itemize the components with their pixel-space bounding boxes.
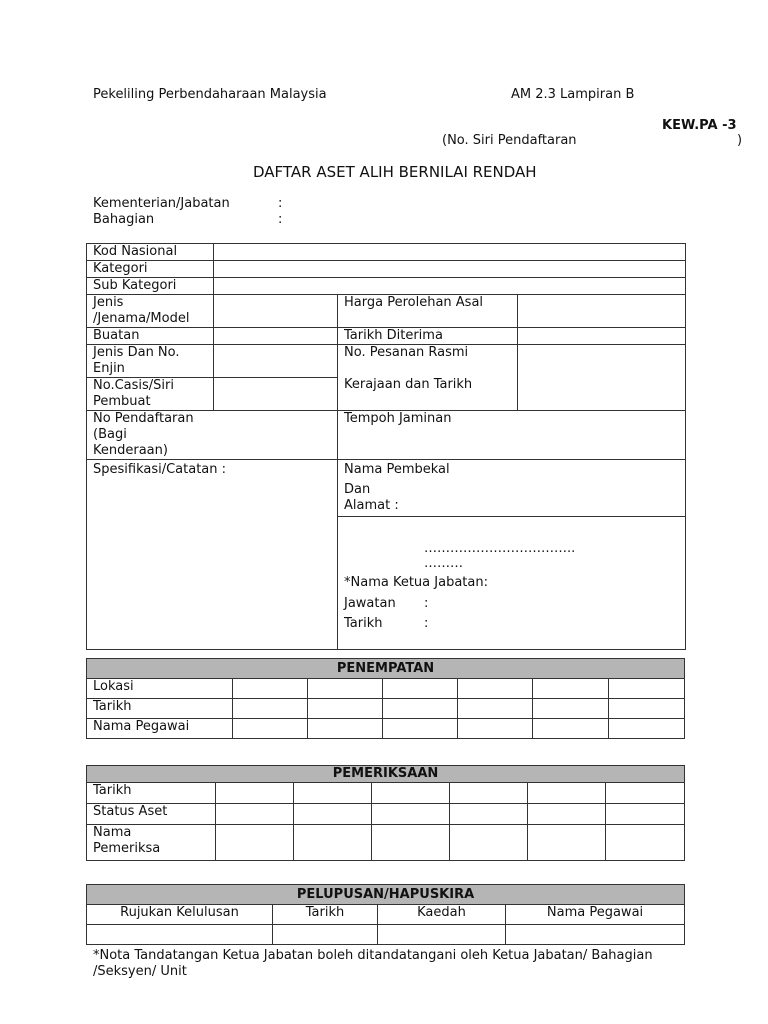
table-cell[interactable]	[609, 679, 685, 699]
table-cell[interactable]	[458, 679, 533, 699]
casis-field[interactable]	[214, 378, 338, 411]
table-cell[interactable]	[372, 804, 450, 825]
label-pendaftaran	[87, 411, 338, 460]
pemeriksaan-row-label: Status Aset	[87, 804, 216, 825]
label-pesanan: No. Pesanan Rasmi	[344, 345, 469, 360]
circular-source: Pekeliling Perbendaharaan Malaysia	[93, 87, 327, 102]
label-pesanan-kerajaan	[338, 345, 518, 411]
table-cell[interactable]	[533, 719, 609, 739]
penempatan-header: PENEMPATAN	[87, 659, 685, 679]
division-colon: :	[278, 212, 283, 227]
table-cell[interactable]	[294, 804, 372, 825]
footnote-line2: /Seksyen/ Unit	[93, 964, 187, 979]
label-pendaftaran-line3: Kenderaan)	[93, 443, 168, 458]
pesanan-field[interactable]	[518, 345, 686, 411]
label-jenis-line2: /Jenama/Model	[93, 311, 190, 326]
table-cell[interactable]	[273, 925, 378, 945]
label-casis-line1: No.Casis/Siri	[93, 378, 174, 393]
table-cell[interactable]	[450, 804, 528, 825]
tarikh-colon: :	[424, 616, 429, 631]
label-jenis-model	[87, 295, 214, 328]
footnote-line1: *Nota Tandatangan Ketua Jabatan boleh ditandatangani oleh Ketua Jabatan/ Bahagian	[93, 948, 653, 963]
table-cell[interactable]	[606, 804, 685, 825]
col-tarikh: Tarikh	[273, 905, 378, 925]
label-pembekal-dan: Dan	[344, 482, 371, 497]
table-cell[interactable]	[450, 825, 528, 861]
serial-label: (No. Siri Pendaftaran	[442, 133, 577, 148]
label-pembekal: Nama Pembekal	[344, 462, 450, 477]
col-nama-pegawai: Nama Pegawai	[506, 905, 685, 925]
table-cell[interactable]	[378, 925, 506, 945]
pembekal-cell[interactable]	[338, 460, 686, 517]
table-cell[interactable]	[294, 783, 372, 804]
label-enjin	[87, 345, 214, 378]
signature-cell[interactable]	[338, 517, 686, 650]
pemeriksaan-header: PEMERIKSAAN	[87, 766, 685, 783]
label-kod-nasional: Kod Nasional	[87, 244, 214, 261]
label-enjin-line2: Enjin	[93, 361, 125, 376]
table-cell[interactable]	[216, 783, 294, 804]
ministry-label: Kementerian/Jabatan	[93, 196, 230, 211]
table-cell[interactable]	[506, 925, 685, 945]
sub-kategori-field[interactable]	[214, 278, 686, 295]
division-label: Bahagian	[93, 212, 155, 227]
label-kerajaan: Kerajaan dan Tarikh	[344, 377, 473, 392]
label-harga: Harga Perolehan Asal	[338, 295, 518, 328]
jenis-model-field[interactable]	[214, 295, 338, 328]
asset-details-table	[86, 243, 686, 650]
table-cell[interactable]	[372, 783, 450, 804]
table-cell[interactable]	[233, 679, 308, 699]
pelupusan-header: PELUPUSAN/HAPUSKIRA	[87, 885, 685, 905]
enjin-field[interactable]	[214, 345, 338, 378]
pemeriksaan-row-label: Tarikh	[87, 783, 216, 804]
buatan-field[interactable]	[214, 328, 338, 345]
signature-dots-2: ………	[424, 556, 463, 571]
table-cell[interactable]	[383, 699, 458, 719]
kategori-field[interactable]	[214, 261, 686, 278]
table-cell[interactable]	[609, 699, 685, 719]
table-cell[interactable]	[216, 804, 294, 825]
label-jenis-line1: Jenis	[93, 295, 124, 310]
table-cell[interactable]	[606, 825, 685, 861]
label-casis	[87, 378, 214, 411]
ministry-colon: :	[278, 196, 283, 211]
serial-close: )	[737, 133, 743, 148]
label-casis-line2: Pembuat	[93, 394, 151, 409]
label-enjin-line1: Jenis Dan No.	[93, 345, 180, 360]
table-cell[interactable]	[458, 719, 533, 739]
table-cell[interactable]	[233, 699, 308, 719]
label-tarikh-signature: Tarikh	[344, 616, 383, 631]
table-cell[interactable]	[383, 679, 458, 699]
label-ketua-jabatan: *Nama Ketua Jabatan:	[344, 575, 488, 590]
pelupusan-table	[86, 884, 685, 945]
label-tarikh-diterima: Tarikh Diterima	[338, 328, 518, 345]
table-cell[interactable]	[233, 719, 308, 739]
label-pendaftaran-line2: (Bagi	[93, 427, 127, 442]
tarikh-diterima-field[interactable]	[518, 328, 686, 345]
form-code: KEW.PA -3	[662, 118, 737, 133]
table-cell[interactable]	[308, 699, 383, 719]
label-jawatan: Jawatan	[344, 596, 396, 611]
table-cell[interactable]	[533, 699, 609, 719]
label-spesifikasi: Spesifikasi/Catatan :	[93, 462, 227, 477]
label-pendaftaran-line1: No Pendaftaran	[93, 411, 194, 426]
label-sub-kategori: Sub Kategori	[87, 278, 214, 295]
table-cell[interactable]	[528, 825, 606, 861]
col-rujukan: Rujukan Kelulusan	[87, 905, 273, 925]
table-cell[interactable]	[308, 719, 383, 739]
kod-nasional-field[interactable]	[214, 244, 686, 261]
penempatan-row-label: Tarikh	[87, 699, 233, 719]
penempatan-row-label: Lokasi	[87, 679, 233, 699]
signature-dots: ……………………………..	[424, 541, 576, 556]
table-cell[interactable]	[528, 783, 606, 804]
pemeriksaan-table	[86, 765, 685, 861]
jawatan-colon: :	[424, 596, 429, 611]
label-nama-line2: Pemeriksa	[93, 841, 161, 856]
table-cell[interactable]	[533, 679, 609, 699]
table-cell[interactable]	[458, 699, 533, 719]
label-tempoh: Tempoh Jaminan	[338, 411, 686, 460]
page-title: DAFTAR ASET ALIH BERNILAI RENDAH	[253, 163, 537, 181]
label-kategori: Kategori	[87, 261, 214, 278]
label-buatan: Buatan	[87, 328, 214, 345]
table-cell[interactable]	[606, 783, 685, 804]
harga-field[interactable]	[518, 295, 686, 328]
table-cell[interactable]	[294, 825, 372, 861]
appendix-ref: AM 2.3 Lampiran B	[511, 87, 635, 102]
table-cell[interactable]	[383, 719, 458, 739]
label-nama-line1: Nama	[93, 825, 132, 840]
table-cell[interactable]	[308, 679, 383, 699]
table-cell[interactable]	[450, 783, 528, 804]
table-cell[interactable]	[87, 925, 273, 945]
spesifikasi-cell[interactable]	[87, 460, 338, 650]
penempatan-table	[86, 658, 685, 739]
penempatan-row-label: Nama Pegawai	[87, 719, 233, 739]
table-cell[interactable]	[528, 804, 606, 825]
label-alamat: Alamat :	[344, 498, 399, 513]
table-cell[interactable]	[372, 825, 450, 861]
table-cell[interactable]	[609, 719, 685, 739]
table-cell[interactable]	[216, 825, 294, 861]
col-kaedah: Kaedah	[378, 905, 506, 925]
pemeriksaan-row-label	[87, 825, 216, 861]
